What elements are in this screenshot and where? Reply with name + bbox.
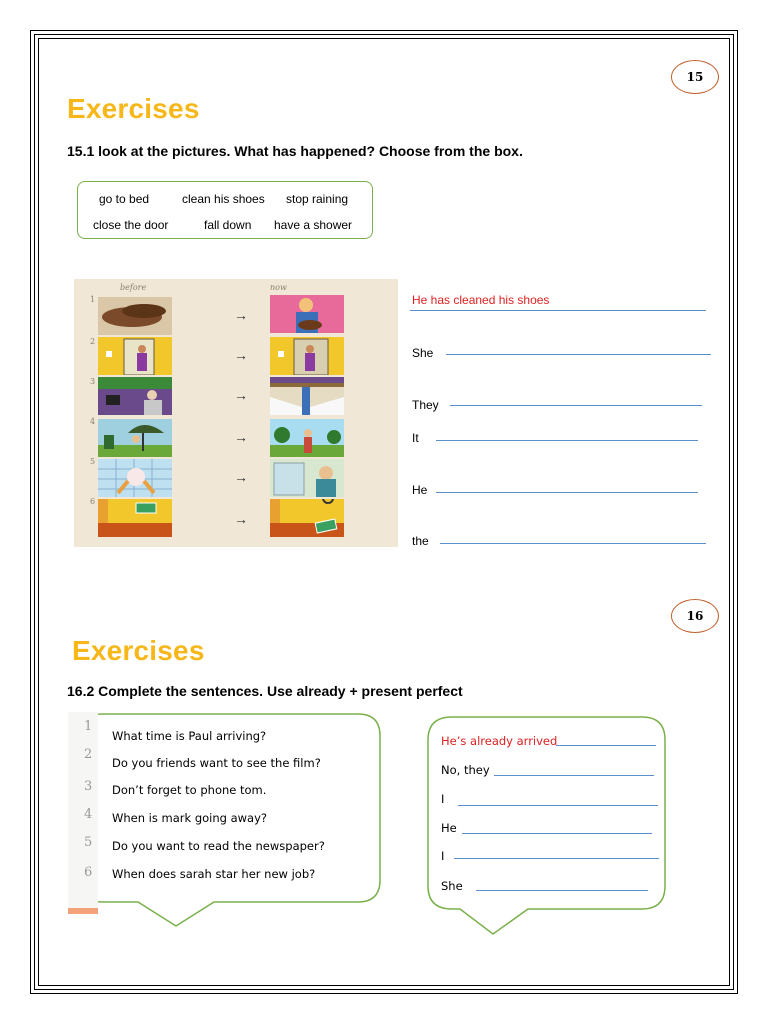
answer-line[interactable] bbox=[458, 805, 658, 806]
row-number: 2 bbox=[90, 337, 96, 346]
answer-line[interactable] bbox=[454, 858, 659, 859]
answer-16-6: She bbox=[441, 879, 463, 893]
word-option: close the door bbox=[93, 218, 169, 232]
answer-15-4: It bbox=[412, 431, 419, 445]
arrow-icon: → bbox=[234, 387, 248, 403]
row-number: 6 bbox=[90, 497, 96, 506]
question-number: 5 bbox=[84, 835, 93, 850]
question-5: Do you want to read the newspaper? bbox=[112, 839, 325, 853]
row-number: 5 bbox=[90, 457, 96, 466]
arrow-icon: → bbox=[234, 511, 248, 527]
answer-line[interactable] bbox=[494, 775, 654, 776]
exercises-title-16: Exercises bbox=[72, 635, 205, 666]
answer-15-5: He bbox=[412, 483, 428, 497]
number-strip bbox=[68, 712, 98, 914]
strip-accent bbox=[68, 908, 98, 914]
question-number: 2 bbox=[84, 747, 93, 762]
arrow-icon: → bbox=[234, 469, 248, 485]
word-option: have a shower bbox=[274, 218, 353, 232]
page-number-16: 16 bbox=[671, 599, 719, 633]
answer-15-1: He has cleaned his shoes bbox=[412, 293, 550, 307]
label-now: now bbox=[270, 283, 287, 292]
instruction-15-1: 15.1 look at the pictures. What has happened? Choose from the box. bbox=[67, 143, 523, 159]
answer-15-6: the bbox=[412, 534, 429, 548]
arrow-icon: → bbox=[234, 347, 248, 363]
row-number: 4 bbox=[90, 417, 96, 426]
question-3: Don’t forget to phone tom. bbox=[112, 783, 267, 797]
word-option: clean his shoes bbox=[182, 192, 265, 206]
instruction-16-2: 16.2 Complete the sentences. Use already + present perfect bbox=[67, 683, 463, 699]
answer-line[interactable] bbox=[556, 745, 656, 746]
question-2: Do you friends want to see the film? bbox=[112, 756, 321, 770]
question-number: 1 bbox=[84, 719, 93, 734]
answer-15-2: She bbox=[412, 346, 434, 360]
question-number: 4 bbox=[84, 807, 93, 822]
answer-16-2: No, they bbox=[441, 763, 490, 777]
label-before: before bbox=[120, 283, 147, 292]
answer-16-5: I bbox=[441, 849, 445, 863]
page-number-15: 15 bbox=[671, 60, 719, 94]
question-1: What time is Paul arriving? bbox=[112, 729, 267, 743]
answer-line[interactable] bbox=[462, 833, 652, 834]
question-number: 6 bbox=[84, 865, 93, 880]
answer-16-3: I bbox=[441, 792, 445, 806]
answer-bubble bbox=[428, 717, 665, 934]
answer-16-1: He’s already arrived bbox=[441, 734, 558, 748]
answer-15-3: They bbox=[412, 398, 439, 412]
exercises-title-15: Exercises bbox=[67, 93, 200, 124]
arrow-icon: → bbox=[234, 429, 248, 445]
question-4: When is mark going away? bbox=[112, 811, 267, 825]
word-option: fall down bbox=[204, 218, 252, 232]
question-6: When does sarah star her new job? bbox=[112, 867, 316, 881]
arrow-icon: → bbox=[234, 307, 248, 323]
answer-16-4: He bbox=[441, 821, 457, 835]
question-number: 3 bbox=[84, 779, 93, 794]
word-option: stop raining bbox=[286, 192, 349, 206]
answer-line[interactable] bbox=[476, 890, 648, 891]
row-number: 3 bbox=[90, 377, 96, 386]
row-number: 1 bbox=[90, 295, 96, 304]
word-option: go to bed bbox=[99, 192, 150, 206]
